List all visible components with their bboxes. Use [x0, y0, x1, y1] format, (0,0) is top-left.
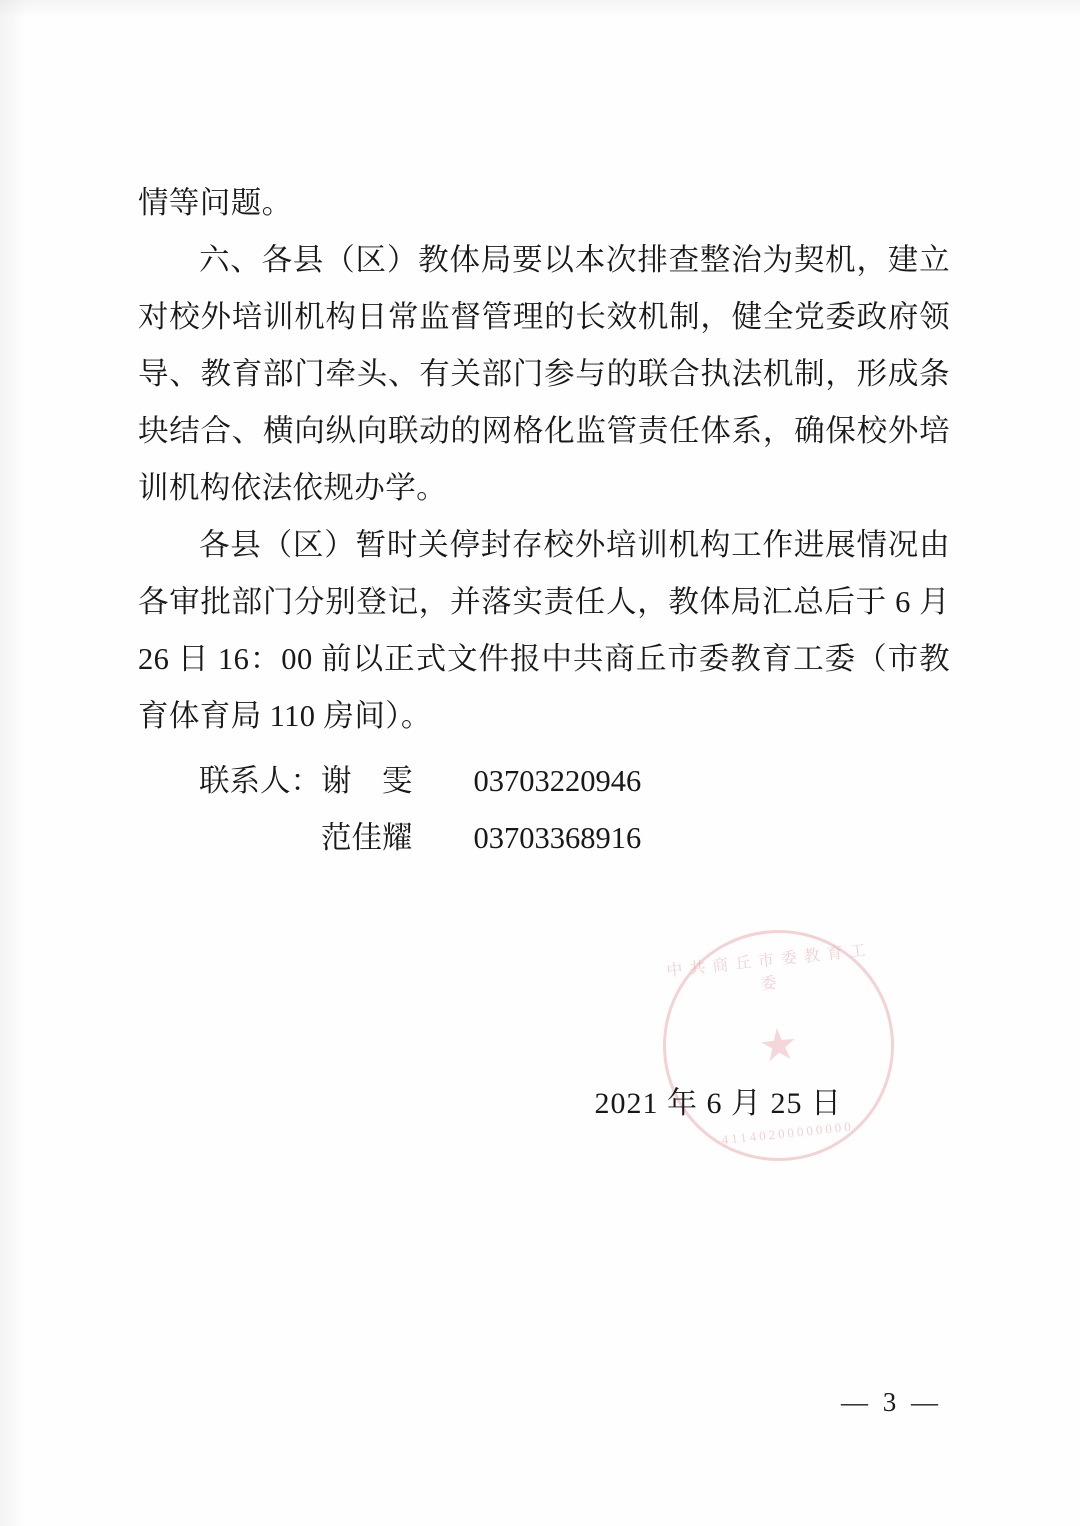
page-edge-shadow-left — [0, 0, 26, 1526]
page-edge-shadow-top — [0, 0, 1080, 18]
signature-block — [138, 941, 950, 1260]
official-seal-icon — [652, 919, 906, 1173]
page-number: — 3 — — [841, 1387, 942, 1417]
document-body — [138, 175, 950, 867]
document-date: 2021 年 6 月 25 日 — [594, 1087, 842, 1120]
contact-line-2: 范佳耀 03703368916 — [199, 821, 642, 855]
seal-bottom-text: 41140200000000 — [721, 1118, 855, 1148]
seal-top-text: 中共商丘市委教育工委 — [665, 941, 874, 994]
seal-star-icon: ★ — [756, 1018, 801, 1072]
paragraph-reporting: 各县（区）暂时关停封存校外培训机构工作进展情况由各审批部门分别登记，并落实责任人，教体局汇总后于 6 月 26 日 16：00 前以正式文件报中共商丘市委教育工委（市教育体育局 110 房间）。 — [138, 528, 950, 733]
paragraph-continued: 情等问题。 — [138, 186, 293, 220]
contact-block — [138, 753, 950, 867]
paragraph-item-six: 六、各县（区）教体局要以本次排查整治为契机，建立对校外培训机构日常监督管理的长效机制，健全党委政府领导、教育部门牵头、有关部门参与的联合执法机制，形成条块结合、横向纵向联动的网格化监管责任体系，确保校外培训机构依法依规办学。 — [138, 243, 950, 505]
contact-line-1: 联系人：谢 雯 03703220946 — [199, 764, 642, 798]
